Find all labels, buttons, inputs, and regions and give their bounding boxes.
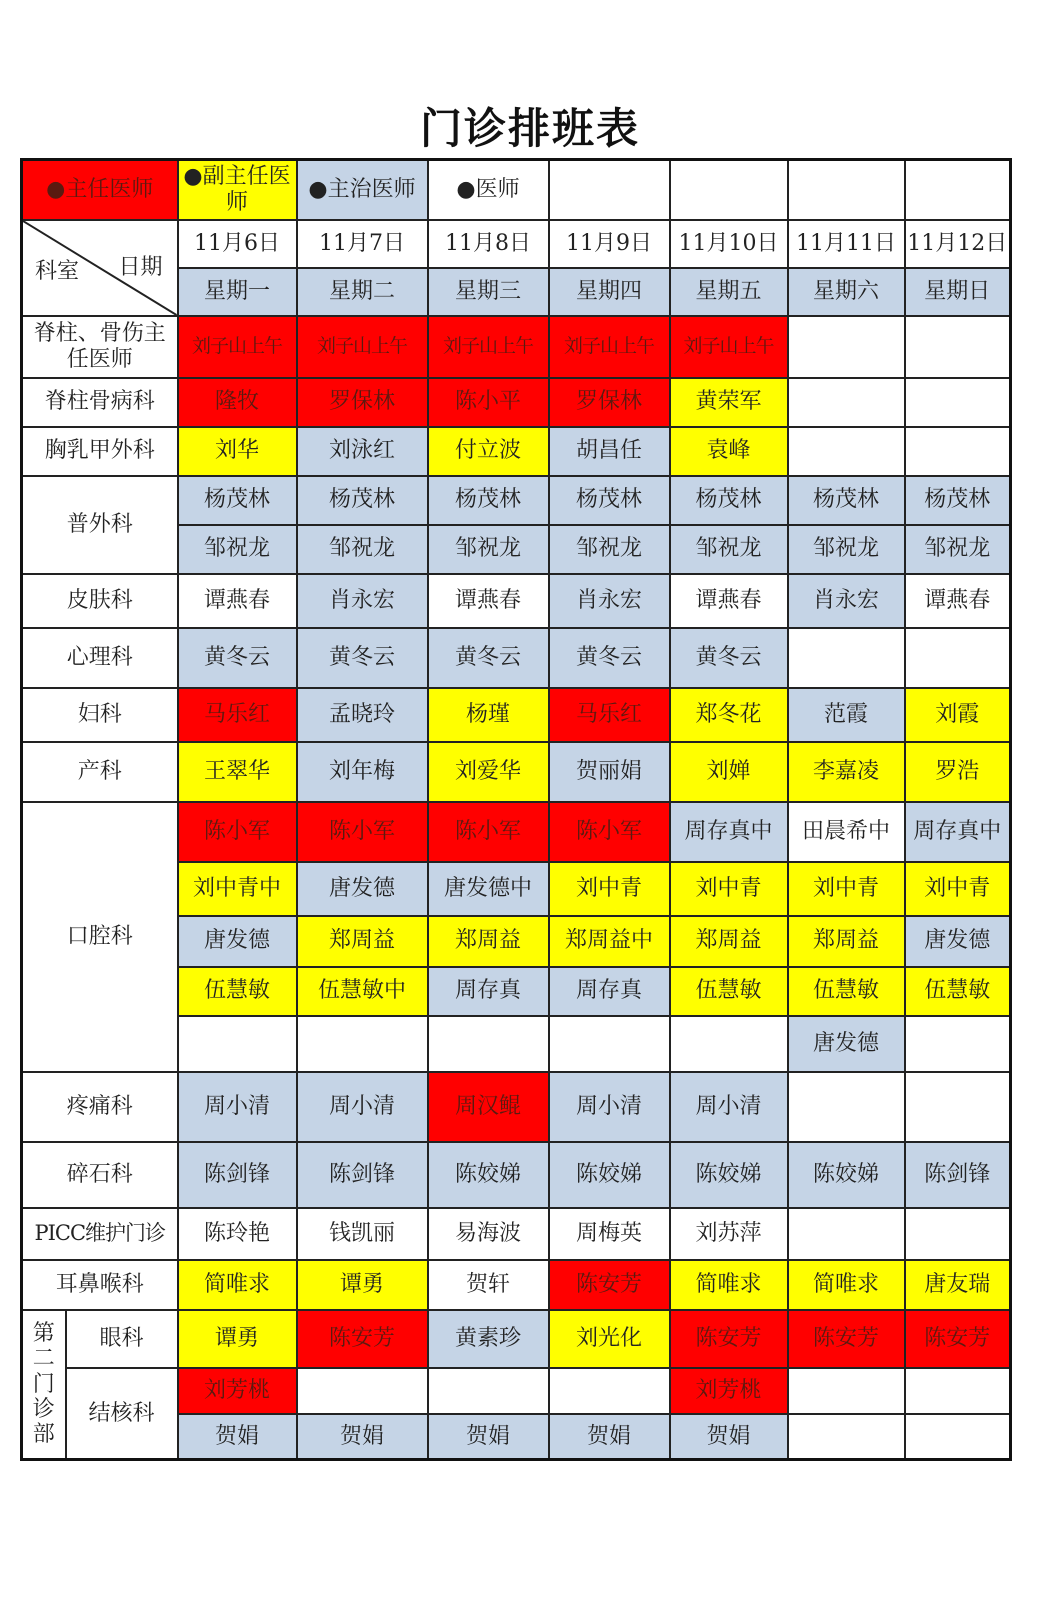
schedule-cell: 杨茂林 bbox=[297, 476, 428, 525]
schedule-cell: 邹祝龙 bbox=[549, 525, 670, 574]
schedule-cell: 黄冬云 bbox=[670, 628, 788, 688]
page-title: 门诊排班表 bbox=[419, 104, 640, 153]
schedule-cell: 周存真中 bbox=[670, 802, 788, 862]
schedule-cell: 周梅英 bbox=[549, 1208, 670, 1260]
schedule-cell bbox=[788, 1414, 905, 1460]
legend-chief: ●主任医师 bbox=[22, 160, 178, 220]
schedule-cell: 黄冬云 bbox=[297, 628, 428, 688]
date-cell: 11月10日 bbox=[670, 220, 788, 268]
schedule-cell bbox=[905, 1368, 1011, 1414]
dept-label: 脊柱、骨伤主任医师 bbox=[22, 316, 178, 378]
schedule-cell: 刘中青中 bbox=[178, 862, 297, 916]
row-picc bbox=[22, 1208, 1011, 1260]
row-derm bbox=[22, 574, 1011, 628]
date-cell: 11月8日 bbox=[428, 220, 549, 268]
date-row bbox=[22, 220, 1011, 268]
schedule-cell: 杨茂林 bbox=[670, 476, 788, 525]
schedule-cell: 简唯求 bbox=[178, 1260, 297, 1310]
schedule-cell: 陈姣娣 bbox=[788, 1142, 905, 1208]
weekday-cell: 星期日 bbox=[905, 268, 1011, 316]
schedule-cell: 刘霞 bbox=[905, 688, 1011, 742]
schedule-cell: 邹祝龙 bbox=[428, 525, 549, 574]
schedule-cell: 伍慧敏中 bbox=[297, 967, 428, 1016]
date-cell: 11月7日 bbox=[297, 220, 428, 268]
schedule-cell: 郑周益中 bbox=[549, 916, 670, 967]
date-cell: 11月11日 bbox=[788, 220, 905, 268]
schedule-table bbox=[20, 158, 1012, 1461]
schedule-cell: 刘华 bbox=[178, 427, 297, 476]
schedule-cell: 邹祝龙 bbox=[670, 525, 788, 574]
schedule-cell: 谭勇 bbox=[297, 1260, 428, 1310]
schedule-cell: 伍慧敏 bbox=[178, 967, 297, 1016]
schedule-cell: 刘光化 bbox=[549, 1310, 670, 1368]
schedule-cell: 周存真 bbox=[549, 967, 670, 1016]
schedule-cell: 周汉鲲 bbox=[428, 1072, 549, 1142]
schedule-cell: 黄冬云 bbox=[549, 628, 670, 688]
dept-label: PICC维护门诊 bbox=[22, 1208, 178, 1260]
schedule-cell: 简唯求 bbox=[788, 1260, 905, 1310]
schedule-cell: 黄素珍 bbox=[428, 1310, 549, 1368]
schedule-cell: 陈剑锋 bbox=[178, 1142, 297, 1208]
schedule-cell bbox=[905, 1208, 1011, 1260]
branch-label: 第二门诊部 bbox=[22, 1310, 66, 1460]
schedule-cell: 陈安芳 bbox=[297, 1310, 428, 1368]
schedule-cell: 陈小军 bbox=[428, 802, 549, 862]
schedule-cell: 谭燕春 bbox=[670, 574, 788, 628]
schedule-cell bbox=[905, 628, 1011, 688]
weekday-cell: 星期一 bbox=[178, 268, 297, 316]
schedule-cell: 范霞 bbox=[788, 688, 905, 742]
schedule-cell: 钱凯丽 bbox=[297, 1208, 428, 1260]
schedule-cell: 唐发德 bbox=[297, 862, 428, 916]
schedule-cell: 杨瑾 bbox=[428, 688, 549, 742]
schedule-cell: 邹祝龙 bbox=[905, 525, 1011, 574]
schedule-cell: 刘子山上午 bbox=[428, 316, 549, 378]
weekday-cell: 星期四 bbox=[549, 268, 670, 316]
schedule-cell: 易海波 bbox=[428, 1208, 549, 1260]
schedule-cell: 伍慧敏 bbox=[905, 967, 1011, 1016]
schedule-cell: 陈玲艳 bbox=[178, 1208, 297, 1260]
empty-cell bbox=[905, 160, 1011, 220]
schedule-cell: 陈安芳 bbox=[788, 1310, 905, 1368]
schedule-cell: 谭勇 bbox=[178, 1310, 297, 1368]
schedule-cell: 刘子山上午 bbox=[549, 316, 670, 378]
schedule-cell: 黄冬云 bbox=[428, 628, 549, 688]
schedule-cell: 唐发德中 bbox=[428, 862, 549, 916]
schedule-cell: 刘中青 bbox=[905, 862, 1011, 916]
schedule-cell: 刘芳桃 bbox=[178, 1368, 297, 1414]
legend-physician: ●医师 bbox=[428, 160, 549, 220]
schedule-cell: 刘子山上午 bbox=[670, 316, 788, 378]
weekday-cell: 星期五 bbox=[670, 268, 788, 316]
legend-associate-chief: ●副主任医师 bbox=[178, 160, 297, 220]
schedule-cell: 马乐红 bbox=[178, 688, 297, 742]
row-dental-1 bbox=[22, 802, 1011, 862]
dept-label: 口腔科 bbox=[22, 802, 178, 1072]
schedule-cell: 邹祝龙 bbox=[788, 525, 905, 574]
weekday-cell: 星期三 bbox=[428, 268, 549, 316]
row-psych bbox=[22, 628, 1011, 688]
schedule-cell: 刘芳桃 bbox=[670, 1368, 788, 1414]
schedule-cell: 贺娟 bbox=[428, 1414, 549, 1460]
schedule-cell bbox=[905, 378, 1011, 427]
schedule-cell: 罗保林 bbox=[297, 378, 428, 427]
dept-label: 妇科 bbox=[22, 688, 178, 742]
schedule-cell: 隆牧 bbox=[178, 378, 297, 427]
row-ent bbox=[22, 1260, 1011, 1310]
row-eye bbox=[22, 1310, 1011, 1368]
schedule-cell: 陈小军 bbox=[178, 802, 297, 862]
corner-header bbox=[22, 220, 178, 316]
schedule-cell: 唐发德 bbox=[788, 1016, 905, 1072]
schedule-cell bbox=[297, 1016, 428, 1072]
empty-cell bbox=[788, 160, 905, 220]
schedule-cell: 贺娟 bbox=[670, 1414, 788, 1460]
schedule-cell: 郑周益 bbox=[428, 916, 549, 967]
corner-dept-label: 科室 bbox=[35, 259, 80, 285]
date-cell: 11月6日 bbox=[178, 220, 297, 268]
schedule-cell: 贺丽娟 bbox=[549, 742, 670, 802]
schedule-cell bbox=[905, 1414, 1011, 1460]
schedule-cell bbox=[905, 316, 1011, 378]
schedule-cell: 郑冬花 bbox=[670, 688, 788, 742]
schedule-cell: 杨茂林 bbox=[788, 476, 905, 525]
schedule-cell: 郑周益 bbox=[670, 916, 788, 967]
schedule-cell bbox=[788, 427, 905, 476]
schedule-cell: 谭燕春 bbox=[905, 574, 1011, 628]
schedule-cell: 肖永宏 bbox=[297, 574, 428, 628]
schedule-cell bbox=[905, 1072, 1011, 1142]
schedule-cell: 罗保林 bbox=[549, 378, 670, 427]
schedule-cell: 陈姣娣 bbox=[428, 1142, 549, 1208]
schedule-cell: 贺娟 bbox=[549, 1414, 670, 1460]
schedule-cell bbox=[788, 378, 905, 427]
schedule-cell: 唐友瑞 bbox=[905, 1260, 1011, 1310]
schedule-cell: 谭燕春 bbox=[428, 574, 549, 628]
schedule-cell bbox=[788, 628, 905, 688]
row-tb-1 bbox=[22, 1368, 1011, 1414]
schedule-cell bbox=[549, 1368, 670, 1414]
date-cell: 11月12日 bbox=[905, 220, 1011, 268]
dept-label: 碎石科 bbox=[22, 1142, 178, 1208]
row-spine bbox=[22, 378, 1011, 427]
schedule-cell bbox=[788, 1208, 905, 1260]
schedule-cell: 陈姣娣 bbox=[670, 1142, 788, 1208]
schedule-cell: 陈小军 bbox=[549, 802, 670, 862]
schedule-cell bbox=[905, 427, 1011, 476]
schedule-cell bbox=[788, 316, 905, 378]
schedule-cell: 付立波 bbox=[428, 427, 549, 476]
dept-label: 胸乳甲外科 bbox=[22, 427, 178, 476]
row-general-1 bbox=[22, 476, 1011, 525]
row-obs bbox=[22, 742, 1011, 802]
schedule-cell: 郑周益 bbox=[788, 916, 905, 967]
row-pain bbox=[22, 1072, 1011, 1142]
schedule-cell: 陈剑锋 bbox=[297, 1142, 428, 1208]
schedule-cell: 唐发德 bbox=[905, 916, 1011, 967]
schedule-cell: 贺娟 bbox=[178, 1414, 297, 1460]
schedule-cell: 肖永宏 bbox=[549, 574, 670, 628]
schedule-cell: 周小清 bbox=[549, 1072, 670, 1142]
dept-label: 普外科 bbox=[22, 476, 178, 574]
weekday-cell: 星期六 bbox=[788, 268, 905, 316]
empty-cell bbox=[549, 160, 670, 220]
empty-cell bbox=[670, 160, 788, 220]
schedule-cell: 周小清 bbox=[670, 1072, 788, 1142]
schedule-cell: 杨茂林 bbox=[905, 476, 1011, 525]
schedule-cell: 唐发德 bbox=[178, 916, 297, 967]
schedule-cell: 刘中青 bbox=[670, 862, 788, 916]
schedule-cell: 贺娟 bbox=[297, 1414, 428, 1460]
schedule-cell: 周小清 bbox=[297, 1072, 428, 1142]
schedule-cell bbox=[178, 1016, 297, 1072]
schedule-cell: 周存真中 bbox=[905, 802, 1011, 862]
schedule-cell: 胡昌任 bbox=[549, 427, 670, 476]
schedule-cell: 刘苏萍 bbox=[670, 1208, 788, 1260]
schedule-cell: 杨茂林 bbox=[178, 476, 297, 525]
schedule-cell: 陈安芳 bbox=[905, 1310, 1011, 1368]
row-litho bbox=[22, 1142, 1011, 1208]
dept-label: 心理科 bbox=[22, 628, 178, 688]
schedule-cell: 陈小军 bbox=[297, 802, 428, 862]
dept-label: 疼痛科 bbox=[22, 1072, 178, 1142]
schedule-cell: 简唯求 bbox=[670, 1260, 788, 1310]
schedule-cell bbox=[670, 1016, 788, 1072]
schedule-cell bbox=[297, 1368, 428, 1414]
schedule-cell: 陈安芳 bbox=[549, 1260, 670, 1310]
date-cell: 11月9日 bbox=[549, 220, 670, 268]
schedule-cell: 刘中青 bbox=[549, 862, 670, 916]
schedule-cell: 周存真 bbox=[428, 967, 549, 1016]
legend-row bbox=[22, 160, 1011, 220]
schedule-cell: 黄荣军 bbox=[670, 378, 788, 427]
schedule-cell: 邹祝龙 bbox=[297, 525, 428, 574]
schedule-cell: 伍慧敏 bbox=[670, 967, 788, 1016]
dept-label: 眼科 bbox=[66, 1310, 178, 1368]
schedule-cell: 黄冬云 bbox=[178, 628, 297, 688]
dept-label: 皮肤科 bbox=[22, 574, 178, 628]
schedule-cell: 周小清 bbox=[178, 1072, 297, 1142]
schedule-cell: 杨茂林 bbox=[549, 476, 670, 525]
schedule-cell: 肖永宏 bbox=[788, 574, 905, 628]
schedule-cell: 贺轩 bbox=[428, 1260, 549, 1310]
schedule-cell bbox=[905, 1016, 1011, 1072]
weekday-cell: 星期二 bbox=[297, 268, 428, 316]
schedule-cell: 王翠华 bbox=[178, 742, 297, 802]
schedule-cell bbox=[428, 1016, 549, 1072]
schedule-cell: 马乐红 bbox=[549, 688, 670, 742]
dept-label: 脊柱骨病科 bbox=[22, 378, 178, 427]
schedule-cell: 刘年梅 bbox=[297, 742, 428, 802]
schedule-cell: 邹祝龙 bbox=[178, 525, 297, 574]
row-gyn bbox=[22, 688, 1011, 742]
schedule-cell: 杨茂林 bbox=[428, 476, 549, 525]
schedule-cell: 田晨希中 bbox=[788, 802, 905, 862]
schedule-cell: 陈安芳 bbox=[670, 1310, 788, 1368]
dept-label: 结核科 bbox=[66, 1368, 178, 1460]
schedule-cell bbox=[428, 1368, 549, 1414]
schedule-cell: 袁峰 bbox=[670, 427, 788, 476]
dept-label: 产科 bbox=[22, 742, 178, 802]
schedule-cell: 郑周益 bbox=[297, 916, 428, 967]
schedule-cell: 罗浩 bbox=[905, 742, 1011, 802]
schedule-cell: 陈姣娣 bbox=[549, 1142, 670, 1208]
dept-label: 耳鼻喉科 bbox=[22, 1260, 178, 1310]
schedule-cell: 刘婵 bbox=[670, 742, 788, 802]
schedule-cell bbox=[788, 1072, 905, 1142]
row-breast bbox=[22, 427, 1011, 476]
schedule-cell: 陈小平 bbox=[428, 378, 549, 427]
schedule-cell: 刘中青 bbox=[788, 862, 905, 916]
row-spine-chief bbox=[22, 316, 1011, 378]
schedule-cell: 刘子山上午 bbox=[297, 316, 428, 378]
schedule-cell: 李嘉凌 bbox=[788, 742, 905, 802]
schedule-cell: 刘爱华 bbox=[428, 742, 549, 802]
schedule-cell: 孟晓玲 bbox=[297, 688, 428, 742]
legend-attending: ●主治医师 bbox=[297, 160, 428, 220]
schedule-cell: 伍慧敏 bbox=[788, 967, 905, 1016]
schedule-cell bbox=[788, 1368, 905, 1414]
schedule-cell: 谭燕春 bbox=[178, 574, 297, 628]
schedule-cell: 刘子山上午 bbox=[178, 316, 297, 378]
schedule-cell: 陈剑锋 bbox=[905, 1142, 1011, 1208]
corner-date-label: 日期 bbox=[118, 254, 163, 280]
schedule-cell: 刘泳红 bbox=[297, 427, 428, 476]
schedule-cell bbox=[549, 1016, 670, 1072]
